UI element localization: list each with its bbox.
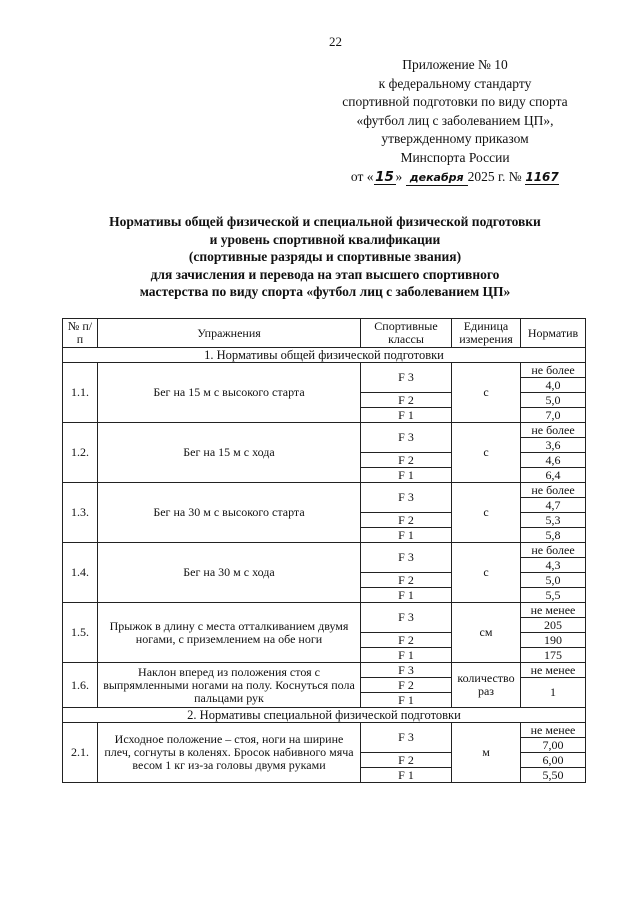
norm-value: 5,3 xyxy=(521,513,586,528)
document-title xyxy=(60,213,590,301)
appendix-block xyxy=(340,56,570,186)
column-header: Единица измерения xyxy=(452,319,521,348)
row-number: 1.2. xyxy=(63,423,98,483)
sport-class: F 1 xyxy=(361,528,452,543)
section-row xyxy=(63,708,586,723)
sport-class: F 1 xyxy=(361,588,452,603)
norm-value: 4,3 xyxy=(521,558,586,573)
title-line: мастерства по виду спорта «футбол лиц с заболеванием ЦП» xyxy=(139,284,511,299)
title-line: Нормативы общей физической и специальной физической подготовки xyxy=(109,214,541,229)
sport-class: F 2 xyxy=(361,453,452,468)
appendix-line: Приложение № 10 xyxy=(402,57,508,72)
unit-of-measure: см xyxy=(452,603,521,663)
table-row xyxy=(63,423,586,438)
date-prefix: от « xyxy=(350,168,374,184)
sport-class: F 3 xyxy=(361,363,452,393)
norm-value: 4,6 xyxy=(521,453,586,468)
table-row xyxy=(63,363,586,378)
unit-of-measure: с xyxy=(452,423,521,483)
page-number: 22 xyxy=(329,34,342,49)
sport-class: F 1 xyxy=(361,768,452,783)
section-title: 1. Нормативы общей физической подготовки xyxy=(63,348,586,363)
norm-value: 3,6 xyxy=(521,438,586,453)
sport-class: F 3 xyxy=(361,603,452,633)
norm-value: 7,0 xyxy=(521,408,586,423)
sport-class: F 1 xyxy=(361,693,452,708)
row-number: 1.4. xyxy=(63,543,98,603)
exercise-name: Бег на 30 м с высокого старта xyxy=(98,483,361,543)
norm-qualifier: не менее xyxy=(521,723,586,738)
appendix-line: Минспорта России xyxy=(400,149,510,165)
norm-qualifier: не более xyxy=(521,543,586,558)
handwritten-month: декабря xyxy=(406,171,468,186)
sport-class: F 2 xyxy=(361,633,452,648)
norm-value: 5,0 xyxy=(521,573,586,588)
norm-qualifier: не более xyxy=(521,423,586,438)
norm-qualifier: не менее xyxy=(521,663,586,678)
section-row xyxy=(63,348,586,363)
table-row xyxy=(63,663,586,678)
appendix-line: к федеральному стандарту xyxy=(378,75,532,91)
row-number: 1.6. xyxy=(63,663,98,708)
sport-class: F 3 xyxy=(361,483,452,513)
sport-class: F 2 xyxy=(361,393,452,408)
sport-class: F 2 xyxy=(361,573,452,588)
norm-value: 5,8 xyxy=(521,528,586,543)
sport-class: F 2 xyxy=(361,678,452,693)
table-header-row xyxy=(63,319,586,348)
row-number: 1.3. xyxy=(63,483,98,543)
norm-value: 7,00 xyxy=(521,738,586,753)
sport-class: F 1 xyxy=(361,408,452,423)
sport-class: F 3 xyxy=(361,543,452,573)
sport-class: F 2 xyxy=(361,513,452,528)
exercise-name: Исходное положение – стоя, ноги на ширине плеч, согнуты в коленях. Бросок набивного мяча весом 1 кг из-за головы двумя руками xyxy=(98,723,361,783)
column-header: Норматив xyxy=(521,319,586,348)
exercise-name: Прыжок в длину с места отталкиванием двумя ногами, с приземлением на обе ноги xyxy=(98,603,361,663)
table-row xyxy=(63,723,586,738)
unit-of-measure: м xyxy=(452,723,521,783)
table-row xyxy=(63,483,586,498)
sport-class: F 3 xyxy=(361,663,452,678)
row-number: 1.1. xyxy=(63,363,98,423)
title-line: (спортивные разряды и спортивные звания) xyxy=(188,249,462,264)
section-title: 2. Нормативы специальной физической подготовки xyxy=(63,708,586,723)
unit-of-measure: с xyxy=(452,543,521,603)
norm-value: 1 xyxy=(521,678,586,708)
norm-value: 175 xyxy=(521,648,586,663)
norm-qualifier: не более xyxy=(521,483,586,498)
appendix-line: утвержденному приказом xyxy=(381,131,529,147)
standards-table xyxy=(62,318,586,783)
order-date-line xyxy=(340,168,570,187)
table-row xyxy=(63,543,586,558)
sport-class: F 2 xyxy=(361,753,452,768)
norm-value: 6,00 xyxy=(521,753,586,768)
row-number: 2.1. xyxy=(63,723,98,783)
handwritten-number: 1167 xyxy=(525,169,559,184)
appendix-line: «футбол лиц с заболеванием ЦП», xyxy=(356,112,554,128)
unit-of-measure: количество раз xyxy=(452,663,521,708)
exercise-name: Бег на 15 м с высокого старта xyxy=(98,363,361,423)
sport-class: F 3 xyxy=(361,723,452,753)
norm-value: 5,50 xyxy=(521,768,586,783)
exercise-name: Бег на 15 м с хода xyxy=(98,423,361,483)
unit-of-measure: с xyxy=(452,483,521,543)
norm-value: 4,7 xyxy=(521,498,586,513)
column-header: № п/п xyxy=(63,319,98,348)
norm-qualifier: не более xyxy=(521,363,586,378)
date-mid: » xyxy=(395,168,403,184)
norm-value: 4,0 xyxy=(521,378,586,393)
row-number: 1.5. xyxy=(63,603,98,663)
handwritten-day: 15 xyxy=(375,168,394,185)
norm-value: 205 xyxy=(521,618,586,633)
sport-class: F 1 xyxy=(361,468,452,483)
unit-of-measure: с xyxy=(452,363,521,423)
norm-qualifier: не менее xyxy=(521,603,586,618)
table-row xyxy=(63,603,586,618)
norm-value: 190 xyxy=(521,633,586,648)
title-line: для зачисления и перевода на этап высшего спортивного xyxy=(150,266,500,282)
norm-value: 5,0 xyxy=(521,393,586,408)
exercise-name: Бег на 30 м с хода xyxy=(98,543,361,603)
date-year: 2025 г. № xyxy=(467,168,522,184)
norm-value: 6,4 xyxy=(521,468,586,483)
column-header: Спортивные классы xyxy=(361,319,452,348)
appendix-line: спортивной подготовки по виду спорта xyxy=(342,94,568,110)
norm-value: 5,5 xyxy=(521,588,586,603)
column-header: Упражнения xyxy=(98,319,361,348)
title-line: и уровень спортивной квалификации xyxy=(209,231,441,247)
sport-class: F 3 xyxy=(361,423,452,453)
exercise-name: Наклон вперед из положения стоя с выпрямленными ногами на полу. Коснуться пола пальцами рук xyxy=(98,663,361,708)
sport-class: F 1 xyxy=(361,648,452,663)
